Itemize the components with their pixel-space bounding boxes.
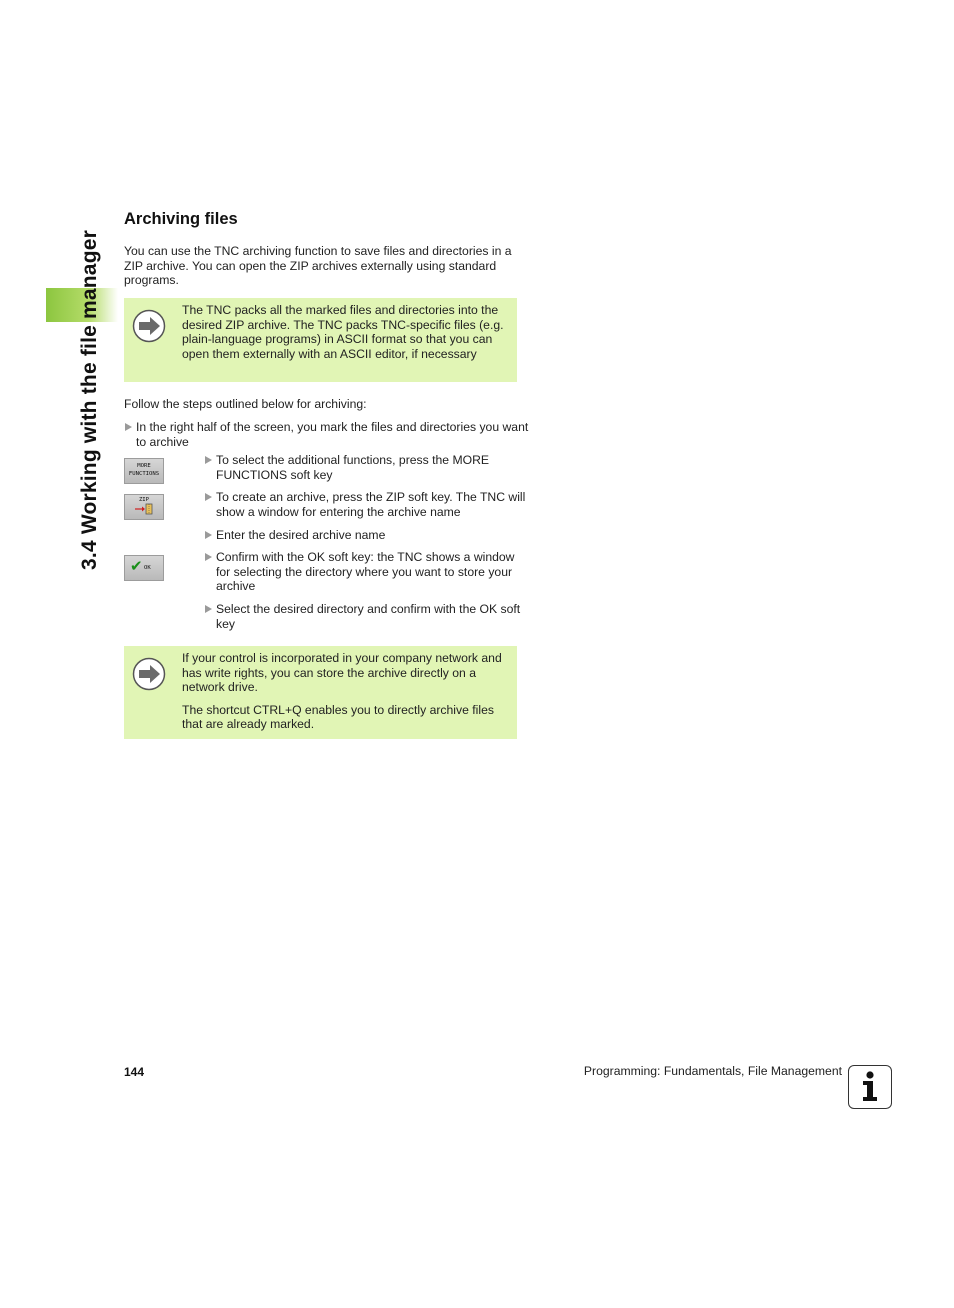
check-icon: ✔ <box>130 557 143 575</box>
chapter-side-title: 3.4 Working with the file manager <box>78 230 101 570</box>
footer-chapter-title: Programming: Fundamentals, File Management <box>583 1064 842 1078</box>
step-confirm-ok: Confirm with the OK soft key: the TNC shows a window for selecting the directory where you want to store your archive <box>204 550 530 594</box>
arrow-right-icon <box>132 309 166 343</box>
info-glyph-icon <box>849 1066 890 1107</box>
step-select-directory: Select the desired directory and confirm with the OK soft key <box>204 602 530 631</box>
step-more-functions: To select the additional functions, press the MORE FUNCTIONS soft key <box>204 453 530 482</box>
softkey-label-more: MORE <box>137 463 151 469</box>
arrow-right-icon <box>132 657 166 691</box>
zip-softkey[interactable] <box>124 494 164 520</box>
note-2-paragraph-2: The shortcut CTRL+Q enables you to directly archive files that are already marked. <box>182 702 494 732</box>
softkey-label-ok: OK <box>144 565 151 571</box>
step-mark-files: In the right half of the screen, you mark the files and directories you want to archive <box>124 420 531 449</box>
section-heading: Archiving files <box>124 210 238 228</box>
page-number: 144 <box>124 1065 145 1079</box>
step-enter-name: Enter the desired archive name <box>204 528 530 543</box>
zip-archive-icon <box>134 503 154 515</box>
note-box-1 <box>124 298 517 382</box>
note-2-text <box>182 651 510 732</box>
softkey-label-functions: FUNCTIONS <box>128 471 160 477</box>
more-functions-softkey[interactable] <box>124 458 164 484</box>
softkey-label-zip: ZIP <box>138 497 150 503</box>
intro-paragraph: You can use the TNC archiving function to save files and directories in a ZIP archive. You can open the ZIP archives externally using standard programs. <box>124 244 512 288</box>
note-2-paragraph-1: If your control is incorporated in your company network and has write rights, you can store the archive directly on a network drive. <box>182 651 502 695</box>
note-1-text: The TNC packs all the marked files and directories into the desired ZIP archive. The TNC packs TNC-specific files (e.g. plain-language programs) in ASCII format so that you can open them externally with an ASCII editor, if necessary <box>182 303 504 361</box>
step-zip: To create an archive, press the ZIP soft key. The TNC will show a window for entering the archive name <box>204 490 530 519</box>
ok-softkey[interactable] <box>124 555 164 581</box>
follow-steps-intro: Follow the steps outlined below for archiving: <box>124 397 367 411</box>
note-box-2 <box>124 646 517 739</box>
info-icon <box>848 1065 892 1109</box>
